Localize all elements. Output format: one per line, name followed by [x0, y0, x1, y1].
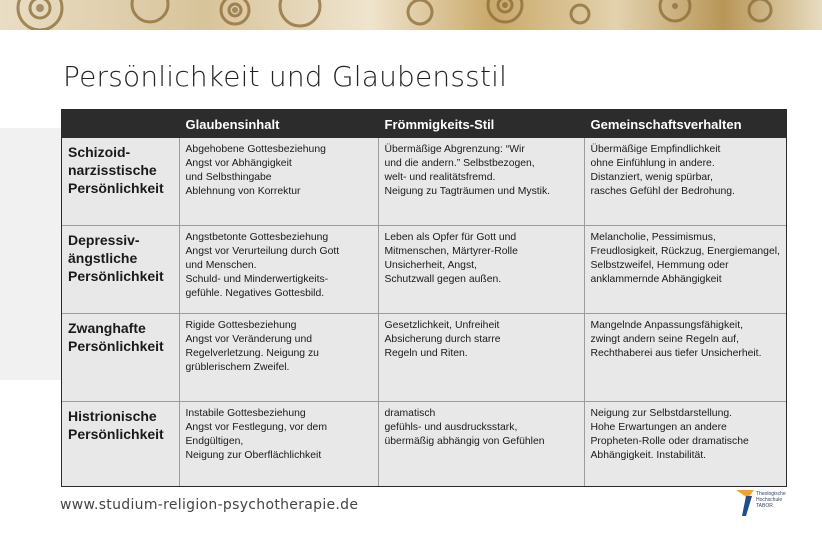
header-glaubensinhalt: Glaubensinhalt [179, 110, 378, 138]
cell-gemeinschaft: Melancholie, Pessimismus, Freudlosigkeit, Rückzug, Energiemangel, Selbstzweifel, Hemmung oder anklammernde Abhängigkeit [584, 225, 786, 313]
cell-gemeinschaft: Mangelnde Anpassungsfähigkeit, zwingt andern seine Regeln auf, Rechthaberei aus tiefer Unsicherheit. [584, 313, 786, 401]
cell-froemmigkeit: Gesetzlichkeit, Unfreiheit Absicherung durch starre Regeln und Riten. [378, 313, 584, 401]
cell-gemeinschaft: Übermäßige Empfindlichkeit ohne Einfühlung in andere. Distanziert, wenig spürbar, rasches Gefühl der Bedrohung. [584, 138, 786, 225]
table-header-row [62, 110, 786, 138]
gears-banner-icon [0, 0, 822, 30]
cell-glaubensinhalt: Abgehobene Gottesbeziehung Angst vor Abhängigkeit und Selbsthingabe Ablehnung von Korrektur [179, 138, 378, 225]
personality-table [62, 110, 786, 486]
cell-gemeinschaft: Neigung zur Selbstdarstellung. Hohe Erwartungen an andere Propheten-Rolle oder dramatische Abhängigkeit. Instabilität. [584, 401, 786, 486]
page-title: Persönlichkeit und Glaubensstil [63, 60, 508, 93]
header-corner [62, 110, 179, 138]
school-logo-icon [734, 486, 814, 518]
logo-text: Theologische Hochschule TABOR [756, 491, 786, 509]
side-panel-decor [0, 128, 62, 380]
row-label: Zwanghafte Persönlichkeit [62, 313, 179, 401]
row-label: Depressiv- ängstliche Persönlichkeit [62, 225, 179, 313]
table-row [62, 401, 786, 486]
footer-url: www.studium-religion-psychotherapie.de [60, 497, 359, 513]
table-row [62, 225, 786, 313]
header-gemeinschaftsverhalten: Gemeinschaftsverhalten [584, 110, 786, 138]
cell-froemmigkeit: Leben als Opfer für Gott und Mitmenschen, Märtyrer-Rolle Unsicherheit, Angst, Schutzwall gegen außen. [378, 225, 584, 313]
table-row [62, 313, 786, 401]
cell-glaubensinhalt: Instabile Gottesbeziehung Angst vor Festlegung, vor dem Endgültigen, Neigung zur Oberflächlichkeit [179, 401, 378, 486]
row-label: Schizoid- narzisstische Persönlichkeit [62, 138, 179, 225]
table-row [62, 138, 786, 225]
cell-froemmigkeit: Übermäßige Abgrenzung: “Wir und die andern.” Selbstbezogen, welt- und realitätsfremd. Neigung zu Tagträumen und Mystik. [378, 138, 584, 225]
header-froemmigkeits-stil: Frömmigkeits-Stil [378, 110, 584, 138]
cell-froemmigkeit: dramatisch gefühls- und ausdrucksstark, übermäßig abhängig von Gefühlen [378, 401, 584, 486]
row-label: Histrionische Persönlichkeit [62, 401, 179, 486]
cell-glaubensinhalt: Angstbetonte Gottesbeziehung Angst vor Verurteilung durch Gott und Menschen. Schuld- und Minderwertigkeits- gefühle. Negatives Gottesbild. [179, 225, 378, 313]
cell-glaubensinhalt: Rigide Gottesbeziehung Angst vor Veränderung und Regelverletzung. Neigung zu grüblerischem Zweifel. [179, 313, 378, 401]
